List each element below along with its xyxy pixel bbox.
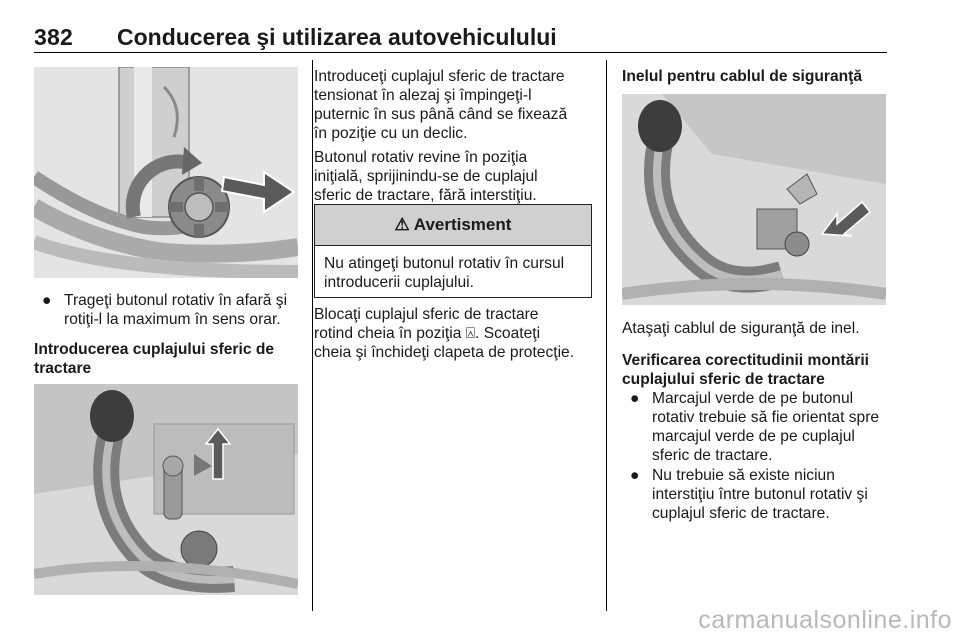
header-rule: [34, 52, 887, 53]
warning-line: introducerii cuplajului.: [324, 274, 474, 291]
paragraph-line: în poziţie cu un declic.: [314, 125, 468, 142]
bullet-line: rotativ trebuie să fie orientat spre: [652, 409, 880, 426]
paragraph-line: Butonul rotativ revine în poziţia: [314, 149, 528, 166]
page-title: Conducerea şi utilizarea autovehiculului: [117, 24, 557, 50]
heading-line: cuplajului sferic de tractare: [622, 371, 825, 388]
bullet-pull-knob: [42, 291, 302, 331]
page-number: 382: [34, 24, 73, 50]
bullet-line: Trageţi butonul rotativ în afară şi: [64, 292, 288, 309]
paragraph-line: Blocaţi cuplajul sferic de tractare: [314, 306, 539, 323]
bullet-green-marking: [630, 389, 890, 469]
bullet-symbol: ●: [630, 467, 640, 484]
heading-line: Introducerea cuplajului sferic de: [34, 341, 275, 358]
bullet-line: sferic de tractare.: [652, 447, 773, 464]
paragraph-line: iniţială, sprijinindu-se de cuplajul: [314, 168, 538, 185]
bullet-symbol: ●: [630, 390, 640, 407]
paragraph-line: puternic în sus până când se fixează: [314, 106, 568, 123]
warning-triangle-icon: ⚠: [394, 215, 410, 234]
illustration-insert-ball-coupling: [34, 384, 298, 595]
warning-box: [314, 204, 592, 298]
paragraph-attach-cable: Ataşaţi cablul de siguranţă de inel.: [622, 320, 860, 337]
warning-title: Avertisment: [413, 215, 512, 234]
paragraph-knob-returns: [314, 148, 599, 205]
paragraph-line: tensionat în alezaj şi împingeţi-l: [314, 87, 532, 104]
bullet-line: marcajul verde de pe cuplajul: [652, 428, 855, 445]
bullet-symbol: ●: [42, 292, 52, 309]
warning-body: [315, 246, 591, 300]
watermark: carmanualsonline.info: [698, 606, 952, 634]
heading-check-installation: [622, 351, 887, 389]
paragraph-line: sferic de tractare, fără interstiţiu.: [314, 187, 537, 204]
bullet-line: rotiţi-l la maximum în sens orar.: [64, 311, 281, 328]
illustration-rotary-knob: [34, 67, 298, 278]
paragraph-line: cheia şi închideţi clapeta de protecţie.: [314, 344, 575, 361]
column-divider-right: [606, 60, 607, 611]
heading-line: Verificarea corectitudinii montării: [622, 352, 869, 369]
heading-insert-ball: [34, 340, 304, 378]
illustration-safety-cable-ring: [622, 94, 886, 305]
bullet-no-gap: [630, 466, 890, 526]
column-divider-left: [312, 60, 313, 611]
paragraph-insert-coupling: [314, 67, 599, 143]
bullet-line: interstiţiu între butonul rotativ şi: [652, 486, 868, 503]
warning-header: [315, 205, 591, 246]
heading-safety-cable-ring: Inelul pentru cablul de siguranţă: [622, 68, 863, 85]
bullet-line: cuplajul sferic de tractare.: [652, 505, 830, 522]
bullet-line: Nu trebuie să existe niciun: [652, 467, 835, 484]
paragraph-line: Introduceţi cuplajul sferic de tractare: [314, 68, 565, 85]
bullet-line: Marcajul verde de pe butonul: [652, 390, 854, 407]
paragraph-lock-key: [314, 305, 604, 362]
warning-line: Nu atingeţi butonul rotativ în cursul: [324, 255, 565, 272]
heading-line: tractare: [34, 360, 92, 377]
paragraph-line: rotind cheia în poziţia ⍓. Scoateţi: [314, 325, 541, 342]
